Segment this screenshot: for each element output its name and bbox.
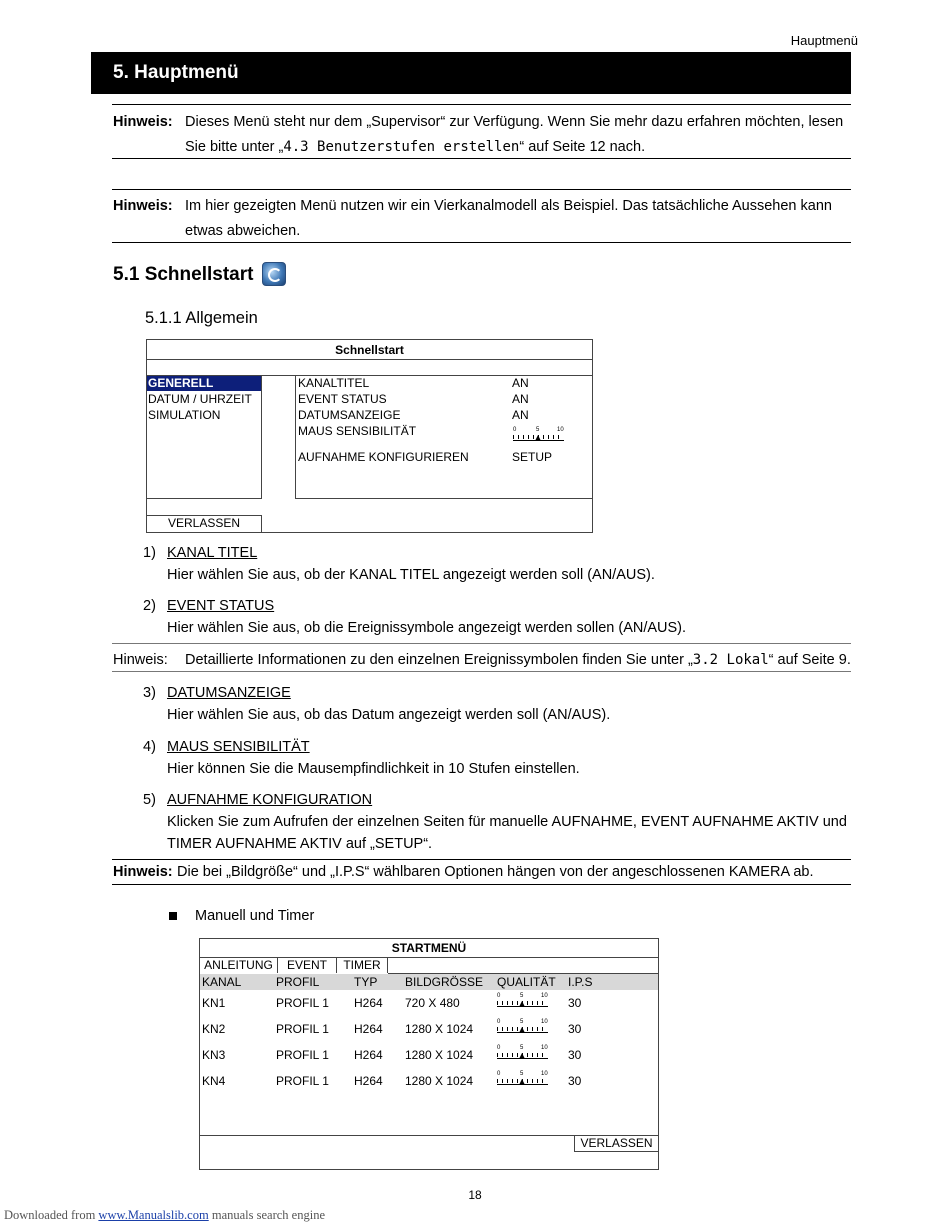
tab-event[interactable]: EVENT bbox=[278, 957, 337, 973]
chapter-title: 5. Hauptmenü bbox=[113, 62, 239, 83]
profile-cell: PROFIL 1 bbox=[276, 1074, 329, 1088]
column-header: TYP bbox=[354, 975, 378, 989]
event-status-value[interactable]: AN bbox=[512, 392, 529, 406]
quickstart-menu bbox=[147, 375, 262, 499]
page-number: 18 bbox=[468, 1188, 482, 1202]
setting-label: DATUMSANZEIGE bbox=[298, 408, 401, 422]
item-text: Hier wählen Sie aus, ob der KANAL TITEL angezeigt werden soll (AN/AUS). bbox=[167, 567, 655, 583]
item-text: Hier können Sie die Mausempfindlichkeit in 10 Stufen einstellen. bbox=[167, 761, 580, 777]
item-title: MAUS SENSIBILITÄT bbox=[167, 739, 310, 755]
cross-reference-link[interactable]: 4.3 Benutzerstufen erstellen bbox=[283, 139, 520, 155]
slider-knob[interactable] bbox=[535, 435, 541, 441]
quickstart-dialog bbox=[146, 339, 593, 533]
ips-cell: 30 bbox=[568, 1074, 582, 1088]
divider bbox=[112, 189, 851, 190]
menu-item-datum-uhrzeit[interactable]: DATUM / UHRZEIT bbox=[148, 392, 252, 406]
quality-slider[interactable]: 0 5 10 bbox=[497, 1019, 549, 1039]
note-label: Hinweis: bbox=[113, 652, 168, 668]
item-text: Hier wählen Sie aus, ob die Ereignissymbole angezeigt werden sollen (AN/AUS). bbox=[167, 620, 687, 636]
note-label: Hinweis: bbox=[113, 198, 173, 214]
table-row[interactable] bbox=[200, 995, 658, 1015]
exit-button[interactable]: VERLASSEN bbox=[574, 1135, 658, 1152]
codec-cell: H264 bbox=[354, 1022, 383, 1036]
slider-knob[interactable] bbox=[519, 1079, 525, 1085]
setting-label: MAUS SENSIBILITÄT bbox=[298, 424, 417, 438]
slider-knob[interactable] bbox=[519, 1027, 525, 1033]
note-event-symbols bbox=[113, 648, 853, 672]
note-example-model bbox=[113, 194, 853, 244]
setup-button[interactable]: SETUP bbox=[512, 450, 553, 464]
table-row[interactable] bbox=[200, 1047, 658, 1067]
item-title: AUFNAHME KONFIGURATION bbox=[167, 792, 373, 808]
profile-cell: PROFIL 1 bbox=[276, 1022, 329, 1036]
bullet-square-icon bbox=[169, 912, 177, 920]
tab-timer[interactable]: TIMER bbox=[337, 957, 388, 973]
table-row[interactable] bbox=[200, 1073, 658, 1093]
item-text: Klicken Sie zum Aufrufen der einzelnen Seiten für manuelle AUFNAHME, EVENT AUFNAHME AKTIV und TIMER AUFNAHME AKTIV auf „SETUP“. bbox=[167, 814, 847, 852]
quality-slider[interactable]: 0 5 10 bbox=[497, 993, 549, 1013]
column-header: I.P.S bbox=[568, 975, 593, 989]
item-title: EVENT STATUS bbox=[167, 598, 275, 614]
table-row[interactable] bbox=[200, 1021, 658, 1041]
mouse-sensitivity-slider[interactable]: 0 5 10 bbox=[513, 427, 565, 447]
dialog-title: Schnellstart bbox=[335, 343, 404, 357]
channel-cell: KN2 bbox=[202, 1022, 226, 1036]
datumsanzeige-value[interactable]: AN bbox=[512, 408, 529, 422]
note-label: Hinweis: bbox=[113, 114, 173, 130]
item-number: 1) bbox=[143, 545, 156, 561]
tab-anleitung[interactable]: ANLEITUNG bbox=[200, 957, 278, 973]
divider bbox=[112, 671, 851, 672]
setting-label: AUFNAHME KONFIGURIEREN bbox=[298, 450, 469, 464]
item-number: 2) bbox=[143, 598, 156, 614]
divider bbox=[112, 884, 851, 885]
section-title: 5.1 Schnellstart bbox=[113, 264, 254, 285]
item-number: 3) bbox=[143, 685, 156, 701]
setting-label: EVENT STATUS bbox=[298, 392, 387, 406]
item-number: 4) bbox=[143, 739, 156, 755]
ips-cell: 30 bbox=[568, 1048, 582, 1062]
profile-cell: PROFIL 1 bbox=[276, 996, 329, 1010]
bullet-text: Manuell und Timer bbox=[195, 908, 315, 924]
column-header: KANAL bbox=[202, 975, 242, 989]
menu-item-simulation[interactable]: SIMULATION bbox=[148, 408, 221, 422]
chapter-title-bar bbox=[91, 52, 851, 94]
channel-cell: KN4 bbox=[202, 1074, 226, 1088]
resolution-cell: 1280 X 1024 bbox=[405, 1074, 474, 1088]
codec-cell: H264 bbox=[354, 1074, 383, 1088]
note-text: Detaillierte Informationen zu den einzelnen Ereignissymbolen finden Sie unter „3.2 Lokal“ auf Seite 9. bbox=[185, 652, 851, 668]
quality-slider[interactable]: 0 5 10 bbox=[497, 1045, 549, 1065]
ips-cell: 30 bbox=[568, 1022, 582, 1036]
manualslib-link[interactable]: www.Manualslib.com bbox=[98, 1208, 209, 1222]
note-label: Hinweis: bbox=[113, 864, 173, 880]
running-header: Hauptmenü bbox=[790, 33, 858, 48]
ips-cell: 30 bbox=[568, 996, 582, 1010]
column-header: QUALITÄT bbox=[497, 975, 556, 989]
divider bbox=[112, 104, 851, 105]
quickstart-icon bbox=[262, 262, 286, 286]
codec-cell: H264 bbox=[354, 1048, 383, 1062]
resolution-cell: 1280 X 1024 bbox=[405, 1022, 474, 1036]
table-header bbox=[200, 974, 658, 990]
item-number: 5) bbox=[143, 792, 156, 808]
note-text: Die bei „Bildgröße“ und „I.P.S“ wählbaren Optionen hängen von der angeschlossenen KAMERA ab. bbox=[177, 864, 814, 880]
note-text: Dieses Menü steht nur dem „Supervisor“ zur Verfügung. Wenn Sie mehr dazu erfahren möchten, lesen Sie bitte unter „4.3 Benutzerstufen erstellen“ auf Seite 12 nach. bbox=[185, 114, 844, 155]
profile-cell: PROFIL 1 bbox=[276, 1048, 329, 1062]
item-title: DATUMSANZEIGE bbox=[167, 685, 291, 701]
setting-label: KANALTITEL bbox=[298, 376, 370, 390]
divider bbox=[112, 158, 851, 159]
item-title: KANAL TITEL bbox=[167, 545, 258, 561]
kanaltitel-value[interactable]: AN bbox=[512, 376, 529, 390]
resolution-cell: 1280 X 1024 bbox=[405, 1048, 474, 1062]
exit-button[interactable]: VERLASSEN bbox=[147, 515, 262, 532]
column-header: BILDGRÖSSE bbox=[405, 975, 484, 989]
note-camera-options bbox=[113, 860, 853, 884]
divider bbox=[112, 643, 851, 644]
resolution-cell: 720 X 480 bbox=[405, 996, 460, 1010]
menu-item-generell[interactable]: GENERELL bbox=[147, 376, 261, 391]
divider bbox=[112, 242, 851, 243]
subsection-title: 5.1.1 Allgemein bbox=[145, 309, 258, 327]
startmenu-dialog bbox=[199, 938, 659, 1170]
cross-reference-link[interactable]: 3.2 Lokal bbox=[692, 652, 769, 668]
quality-slider[interactable]: 0 5 10 bbox=[497, 1071, 549, 1091]
note-supervisor bbox=[113, 110, 853, 160]
item-text: Hier wählen Sie aus, ob das Datum angezeigt werden soll (AN/AUS). bbox=[167, 707, 611, 723]
dialog-title: STARTMENÜ bbox=[391, 941, 467, 955]
channel-cell: KN3 bbox=[202, 1048, 226, 1062]
slider-knob[interactable] bbox=[519, 1001, 525, 1007]
column-header: PROFIL bbox=[276, 975, 320, 989]
note-text: Im hier gezeigten Menü nutzen wir ein Vierkanalmodell als Beispiel. Das tatsächliche Aussehen kann etwas abweichen. bbox=[185, 198, 832, 239]
channel-cell: KN1 bbox=[202, 996, 226, 1010]
slider-knob[interactable] bbox=[519, 1053, 525, 1059]
download-footer: Downloaded from www.Manualslib.com manuals search engine bbox=[4, 1208, 325, 1222]
quickstart-settings bbox=[295, 375, 592, 499]
codec-cell: H264 bbox=[354, 996, 383, 1010]
